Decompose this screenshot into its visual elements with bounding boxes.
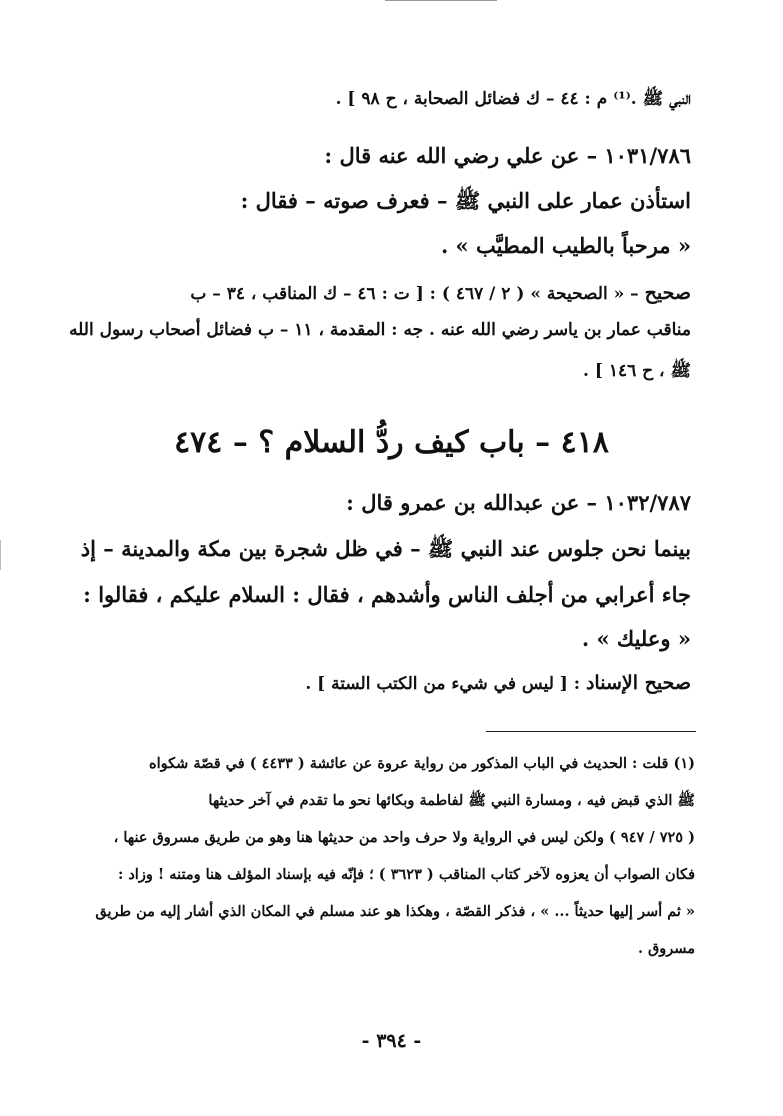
hadith-1032-text-line: جاء أعرابي من أجلف الناس وأشدهم ، فقال : السلام عليكم ، فقالوا : — [83, 582, 691, 607]
hadith-1031-takhrij-line: ﷺ ، ح ١٤٦ ] . — [583, 361, 691, 381]
footnote-line: ( ٧٢٥ / ٩٤٧ ) ولكن ليس في الرواية ولا حرف واحد من حديثها هنا وهو من طريق مسروق عنها ، — [113, 829, 695, 846]
footnote-line: ﷺ الذي قبض فيه ، ومسارة النبي ﷺ لفاطمة وبكائها نحو ما تقدم في آخر حديثها — [208, 792, 695, 809]
footnote-line: فكان الصواب أن يعزوه لآخر كتاب المناقب ( ٣٦٢٣ ) ؛ فإنّه فيه بإسناد المؤلف هنا ومتنه ! وزاد : — [117, 866, 695, 883]
hadith-1032-text-line: « وعليك » . — [581, 626, 691, 651]
hadith-1031-text-line: استأذن عمار على النبي ﷺ – فعرف صوته – فقال : — [240, 188, 691, 213]
hadith-1032-takhrij-line — [88, 672, 691, 694]
hadith-1031-takhrij-line — [88, 282, 691, 304]
hadith-1032-heading — [88, 490, 691, 515]
page-number: - ٣٩٤ - — [361, 1030, 422, 1052]
hadith-1031-text-line: « مرحباً بالطيب المطيَّب » . — [440, 233, 691, 258]
top-edge-rule — [385, 0, 497, 1]
takhrij-text: : [ ليس في شيء من الكتب الستة ] . — [305, 674, 581, 694]
hadith-1031-takhrij-line: مناقب عمار بن ياسر رضي الله عنه . جه : المقدمة ، ١١ – ب فضائل أصحاب رسول الله — [69, 320, 691, 340]
footnote-line: (١) قلت : الحديث في الباب المذكور من رواية عروة عن عائشة ( ٤٤٣٣ ) في قصّة شكواه — [149, 755, 695, 772]
footnote-line: « ثم أسر إليها حديثاً ... » ، فذكر القصّة ، وهكذا هو عند مسلم في المكان الذي أشار إليه من طريق — [95, 903, 695, 920]
left-edge-mark — [0, 540, 1, 570]
footnote-line: مسروق . — [637, 940, 695, 957]
hadith-grade: صحيح الإسناد — [585, 672, 691, 694]
previous-takhrij-line: النبي ﷺ .⁽¹⁾ م : ٤٤ – ك فضائل الصحابة ، ح ٩٨ ] . — [335, 89, 691, 109]
hadith-1031-heading — [88, 143, 691, 168]
chapter-heading: ٤١٨ – باب كيف ردُّ السلام ؟ – ٤٧٤ — [174, 425, 609, 460]
hadith-intro: – عن علي رضي الله عنه قال : — [324, 143, 598, 168]
hadith-1032-text-line: بينما نحن جلوس عند النبي ﷺ – في ظل شجرة بين مكة والمدينة – إذ — [80, 536, 691, 561]
hadith-number: ١٠٣٢/٧٨٧ — [604, 490, 691, 515]
hadith-intro: – عن عبدالله بن عمرو قال : — [346, 490, 598, 515]
hadith-number: ١٠٣١/٧٨٦ — [604, 143, 691, 168]
hadith-grade: صحيح — [644, 282, 691, 304]
footnote-separator — [486, 731, 696, 732]
takhrij-text: – « الصحيحة » ( ٢ / ٤٦٧ ) : [ ت : ٤٦ – ك المناقب ، ٣٤ – ب — [190, 284, 639, 304]
